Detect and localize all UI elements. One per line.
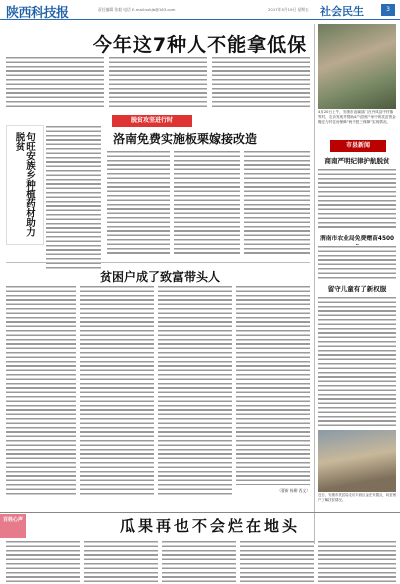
- poverty-banner: 脱贫攻坚进行时: [112, 115, 192, 127]
- story3-title: 贫困户成了致富带头人: [99, 270, 220, 284]
- section-title: 社会民生: [320, 5, 364, 18]
- right-title-1: 商南严明纪律护航脱贫: [324, 157, 390, 165]
- bottom-headline: 瓜果再也不会烂在地头: [119, 517, 300, 535]
- article-1-column-2: [109, 56, 207, 108]
- county-news-banner: 市县新闻: [330, 140, 386, 152]
- story2-column-1: [107, 150, 170, 255]
- bottom-divider: [0, 512, 400, 513]
- right-article-2: [318, 245, 396, 280]
- story2-column-2: [174, 150, 240, 255]
- story3-column-1: [6, 285, 76, 497]
- story-divider: [6, 262, 310, 263]
- main-headline: 今年这7种人不能拿低保: [92, 34, 308, 56]
- bottom-column-4: [240, 540, 314, 582]
- bottom-column-5: [318, 540, 396, 582]
- top-right-photo-caption: 4月20日上午，安康市直属部门在丹凤县中村镇等村，走访发现并帮助4户贫困户家中的扶贫资金搬迁与村住房保障“两不愁三保障”实现情况。: [318, 110, 396, 124]
- top-right-photo: [318, 24, 396, 109]
- story3-credit: （曹新 杨柳 西文）: [277, 488, 310, 493]
- story3-column-2: [80, 285, 154, 497]
- story2-title: 洛南免费实施板栗嫁接改造: [112, 132, 257, 146]
- story2-column-3: [244, 150, 310, 255]
- issue-date: 2017年5月19日 星期五: [268, 7, 309, 12]
- article-1-column-1: [6, 56, 104, 108]
- right-article-3: [318, 296, 396, 426]
- side-story-title: 句旺安族乡种植药材助力脱贫: [13, 132, 35, 237]
- story3-column-4: [236, 285, 310, 485]
- right-article-1: [318, 168, 396, 230]
- bottom-column-3: [162, 540, 236, 582]
- bottom-right-photo: [318, 430, 396, 492]
- article-1-column-3: [212, 56, 310, 108]
- right-title-2: 渭南市农业局免费赠苗4500: [319, 236, 395, 242]
- voice-tag: 百姓心声: [0, 514, 26, 538]
- right-title-3: 留守儿童有了新权服: [327, 285, 387, 293]
- newspaper-logo: 陕西科技报: [6, 6, 69, 21]
- column-divider: [314, 24, 315, 544]
- bottom-column-1: [6, 540, 80, 582]
- side-story-text: [46, 125, 101, 270]
- bottom-column-2: [84, 540, 158, 582]
- page-number: 3: [381, 4, 395, 16]
- masthead-meta: 责任编辑 张毅 电话 E-mail:sxkjb@163.com: [98, 7, 176, 12]
- bottom-right-photo-caption: 近日，安康市扶贫局走访丰西区金庄安置点，向贫困户了解扶贫情况。: [318, 493, 396, 502]
- story3-column-3: [158, 285, 232, 497]
